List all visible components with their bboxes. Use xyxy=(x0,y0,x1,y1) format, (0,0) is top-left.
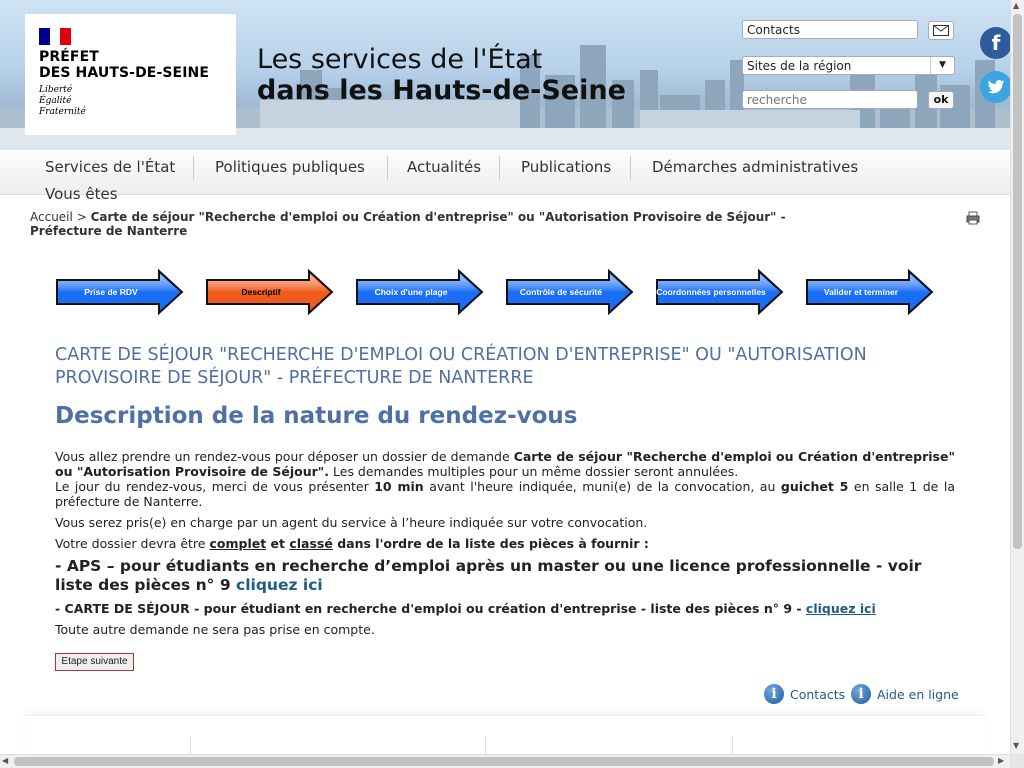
rdv-text-a: Le jour du rendez-vous, merci de vous présenter xyxy=(55,479,375,494)
step-label: Descriptif xyxy=(241,287,281,297)
logo-title xyxy=(39,49,236,81)
intro-text-c: Les demandes multiples pour un même dossier seront annulées. xyxy=(329,464,739,479)
intro-paragraph xyxy=(55,449,955,509)
step-label: Prise de RDV xyxy=(84,287,138,297)
site-header xyxy=(0,0,1010,150)
intro-text-a: Vous allez prendre un rendez-vous pour déposer un dossier de demande xyxy=(55,449,514,464)
horizontal-scrollbar[interactable] xyxy=(0,754,1010,768)
footer-separator xyxy=(485,736,486,756)
rdv-text-guichet: guichet 5 xyxy=(780,479,849,494)
prefecture-logo[interactable] xyxy=(25,14,236,135)
step-6[interactable] xyxy=(805,269,935,315)
footer-separator xyxy=(732,736,733,756)
info-icon: i xyxy=(764,684,784,704)
scroll-down-icon[interactable]: ▼ xyxy=(1013,741,1020,750)
motto-fraternite: Fraternité xyxy=(39,107,86,117)
site-title[interactable] xyxy=(257,44,626,106)
step-label: Coordonnées personnelles xyxy=(656,287,766,297)
nav-separator xyxy=(193,156,194,180)
nav-item-services[interactable]: Services de l'État xyxy=(45,158,176,176)
region-select-value: Sites de la région xyxy=(747,59,852,73)
nav-item-actualites[interactable]: Actualités xyxy=(407,158,482,176)
step-2[interactable] xyxy=(205,269,335,315)
aps-link[interactable]: cliquez ici xyxy=(236,576,323,594)
step-5[interactable] xyxy=(655,269,785,315)
envelope-icon xyxy=(933,25,949,36)
nav-item-politiques[interactable]: Politiques publiques xyxy=(215,158,365,176)
section-title: Description de la nature du rendez-vous xyxy=(55,403,578,429)
main-navigation xyxy=(0,150,1010,203)
step-label: Contrôle de sécurité xyxy=(519,287,603,297)
logo-title-line1: PRÉFET xyxy=(39,49,99,65)
page-title: CARTE DE SÉJOUR "RECHERCHE D'EMPLOI OU CRÉATION D'ENTREPRISE" OU "AUTORISATION PROVISOIRE DE SÉJOUR" - PRÉFECTURE DE NANTERRE xyxy=(55,345,867,388)
step-3[interactable] xyxy=(355,269,485,315)
footer-area xyxy=(25,715,985,755)
dossier-complet: complet xyxy=(209,536,267,551)
search-ok-button[interactable]: ok xyxy=(928,91,954,109)
aps-item xyxy=(55,557,955,595)
search-input[interactable] xyxy=(742,90,918,109)
nav-separator xyxy=(499,156,500,180)
motto-egalite: Égalité xyxy=(39,96,72,106)
mail-button[interactable] xyxy=(928,21,954,40)
french-flag-icon xyxy=(39,28,71,45)
dossier-text-c: et xyxy=(266,536,290,551)
nav-item-demarches[interactable]: Démarches administratives xyxy=(652,158,859,176)
site-title-line1: Les services de l'État xyxy=(257,44,543,75)
aps-text: - APS – pour étudiants en recherche d’emploi après un master ou une licence professionnelle - voir liste des pièces n° 9 xyxy=(55,557,922,594)
intro-text-bold: Carte de séjour "Recherche d'emploi ou Création d'entreprise" ou "Autorisation Provisoire de Séjour". xyxy=(55,449,955,479)
dossier-text-e: dans l'ordre de la liste des pièces à fournir : xyxy=(332,536,649,551)
vertical-scroll-thumb[interactable] xyxy=(1013,14,1022,549)
vertical-scrollbar[interactable] xyxy=(1010,0,1024,754)
logo-title-line2: DES HAUTS-DE-SEINE xyxy=(39,65,210,81)
print-icon[interactable] xyxy=(966,211,980,225)
step-label: Choix d'une plage xyxy=(374,287,448,297)
nav-item-vous-etes[interactable]: Vous êtes xyxy=(45,185,118,203)
rdv-text-c: avant l'heure indiquée, muni(e) de la convocation, au xyxy=(423,479,781,494)
breadcrumb-current: Carte de séjour "Recherche d'emploi ou Création d'entreprise" ou "Autorisation Provisoire de Séjour" - Préfecture de Nanterre xyxy=(30,210,786,238)
breadcrumb-home[interactable]: Accueil xyxy=(30,210,73,224)
rdv-text-time: 10 min xyxy=(374,479,424,494)
next-step-button[interactable]: Etape suivante xyxy=(55,653,134,671)
scroll-left-icon[interactable]: ◀ xyxy=(2,756,9,765)
cds-text: - CARTE DE SÉJOUR - pour étudiant en recherche d'emploi ou création d'entreprise - liste des pièces n° 9 - xyxy=(55,601,806,616)
flag-red xyxy=(60,28,71,45)
main-content xyxy=(55,449,955,637)
dossier-paragraph xyxy=(55,536,955,551)
nav-separator xyxy=(387,156,388,180)
logo-motto xyxy=(39,85,236,118)
help-contacts-label: Contacts xyxy=(790,686,846,702)
contacts-link-field[interactable]: Contacts xyxy=(742,20,918,39)
horizontal-scroll-thumb[interactable] xyxy=(14,757,994,766)
site-title-line2: dans les Hauts-de-Seine xyxy=(257,75,626,106)
step-1[interactable] xyxy=(55,269,185,315)
flag-blue xyxy=(39,28,50,45)
dossier-classe: classé xyxy=(289,536,333,551)
help-contacts-link[interactable] xyxy=(764,684,845,704)
nav-item-publications[interactable]: Publications xyxy=(521,158,612,176)
other-request-note: Toute autre demande ne sera pas prise en compte. xyxy=(55,622,375,637)
scroll-up-icon[interactable]: ▲ xyxy=(1013,1,1020,10)
motto-liberte: Liberté xyxy=(39,85,73,95)
breadcrumb xyxy=(30,210,830,238)
scroll-right-icon[interactable]: ▶ xyxy=(998,756,1005,765)
footer-separator xyxy=(190,736,191,756)
step-label: Valider et terminer xyxy=(823,287,899,297)
region-sites-select[interactable] xyxy=(742,56,955,75)
facebook-icon[interactable]: f xyxy=(980,27,1012,59)
flag-white xyxy=(50,28,61,45)
rdv-text-e: en salle 1 de la préfecture de Nanterre. xyxy=(55,479,955,509)
cds-item xyxy=(55,601,955,616)
info-icon: i xyxy=(851,684,871,704)
help-online-link[interactable] xyxy=(851,684,959,704)
help-online-label: Aide en ligne xyxy=(877,686,959,702)
nav-separator xyxy=(630,156,631,180)
twitter-icon[interactable] xyxy=(980,71,1012,103)
chevron-down-icon: ▼ xyxy=(930,57,954,74)
cds-link[interactable]: cliquez ici xyxy=(805,601,876,616)
step-4[interactable] xyxy=(505,269,635,315)
breadcrumb-separator: > xyxy=(76,210,87,224)
agent-paragraph: Vous serez pris(e) en charge par un agent du service à l’heure indiquée sur votre convocation. xyxy=(55,515,648,530)
dossier-text-a: Votre dossier devra être xyxy=(55,536,210,551)
scrollbar-corner xyxy=(1010,754,1024,768)
